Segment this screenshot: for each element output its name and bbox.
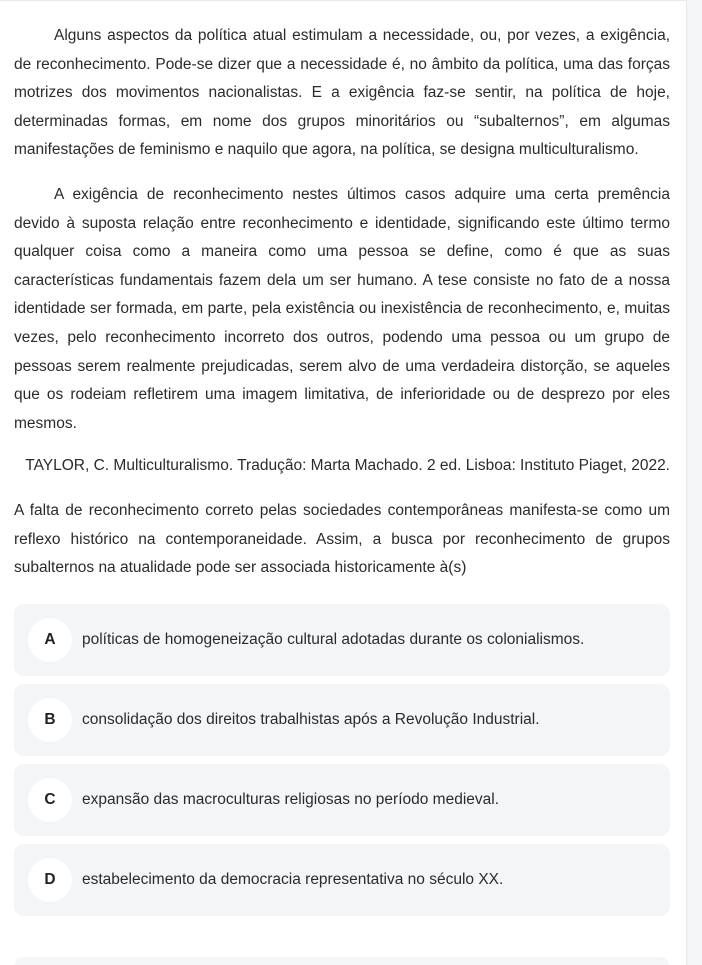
option-letter-b: B [28,698,72,742]
option-text-c: expansão das macroculturas religiosas no período medieval. [82,790,500,808]
answer-options [14,604,670,916]
option-letter-d: D [28,858,72,902]
option-letter-c: C [28,778,72,822]
option-c[interactable] [14,764,670,836]
support-text-paragraph-1: Alguns aspectos da política atual estimulam a necessidade, ou, por vezes, a exigência, de reconhecimento. Pode-se dizer que a necessidade é, no âmbito da política, uma das forças motrizes dos movimentos nacionalistas. E a exigência faz-se sentir, na política de hoje, determinadas formas, em nome dos grupos minoritários ou “subalternos”, em algumas manifestações de feminismo e naquilo que agora, na política, se designa multiculturalismo. [14,27,670,159]
option-text-d: estabelecimento da democracia representativa no século XX. [82,870,504,888]
option-text-b: consolidação dos direitos trabalhistas após a Revolução Industrial. [82,710,540,728]
option-a[interactable] [14,604,670,676]
scrollbar-track[interactable] [686,0,702,965]
question-stem: A falta de reconhecimento correto pelas sociedades contemporâneas manifesta-se como um reflexo histórico na contemporaneidade. Assim, a busca por reconhecimento de grupos subalternos na atualidade pode ser associada historicamente à(s) [14,501,670,577]
citation: TAYLOR, C. Multiculturalismo. Tradução: Marta Machado. 2 ed. Lisboa: Instituto Piaget, 2022. [25,457,670,475]
question-content [14,22,670,924]
option-d[interactable] [14,844,670,916]
option-letter-a: A [28,618,72,662]
option-b[interactable] [14,684,670,756]
next-option-partial[interactable] [14,957,670,965]
option-text-a: políticas de homogeneização cultural adotadas durante os colonialismos. [82,630,585,648]
top-divider [0,0,686,1]
support-text-paragraph-2: A exigência de reconhecimento nestes últimos casos adquire uma certa premência devido à suposta relação entre reconhecimento e identidade, significando este último termo qualquer coisa como a maneira como uma pessoa se define, como é que as suas características fundamentais fazem dela um ser humano. A tese consiste no fato de a nossa identidade ser formada, em parte, pela existência ou inexistência de reconhecimento, e, muitas vezes, pelo reconhecimento incorreto dos outros, podendo uma pessoa ou um grupo de pessoas serem realmente prejudicadas, serem alvo de uma verdadeira distorção, se aqueles que os rodeiam refletirem uma imagem limitativa, de inferioridade ou de desprezo por eles mesmos. [14,185,670,432]
